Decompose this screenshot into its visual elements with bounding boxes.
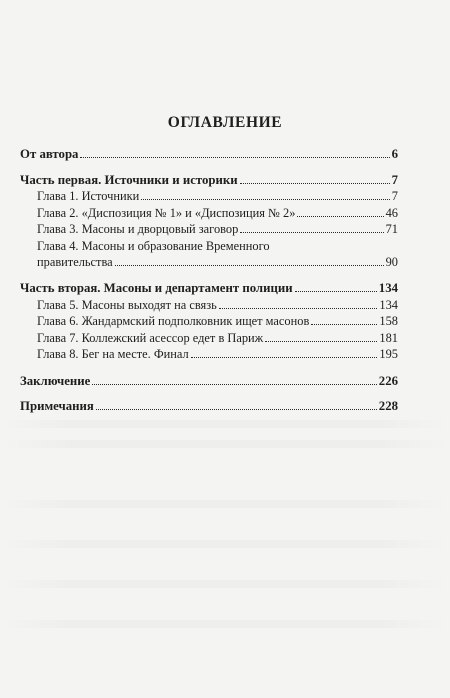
toc-entry-label: Часть первая. Источники и историки (20, 172, 238, 187)
leader-dots (219, 308, 378, 309)
toc-entry-label: От автора (20, 147, 79, 161)
toc-entry-page: 7 (391, 189, 398, 203)
toc-entry-page: 195 (379, 347, 398, 361)
toc-entry-label: Глава 1. Источники (37, 189, 140, 203)
toc-entry-page: 7 (391, 172, 398, 187)
toc-entry-author-note[interactable] (20, 146, 398, 163)
toc-entry-label: Глава 8. Бег на месте. Финал (37, 347, 189, 361)
toc-entry-page: 46 (385, 205, 398, 220)
toc-title: ОГЛАВЛЕНИЕ (167, 114, 283, 131)
leader-dots (265, 341, 377, 342)
toc-entry-page: 134 (378, 281, 398, 295)
toc-entry-chapter-5[interactable] (20, 297, 398, 314)
show-through-line (0, 440, 450, 448)
leader-dots (115, 265, 384, 266)
toc-entry-chapter-3[interactable] (20, 221, 398, 238)
leader-dots (141, 199, 389, 200)
toc-entry-notes[interactable] (20, 398, 398, 415)
leader-dots (295, 291, 377, 292)
toc-entry-page: 71 (385, 222, 398, 236)
toc-entry-chapter-1[interactable] (20, 188, 398, 205)
toc-entry-part-one[interactable] (20, 172, 398, 189)
toc-entry-label: Глава 6. Жандармский подполковник ищет масонов (37, 314, 310, 328)
show-through-line (0, 420, 450, 428)
leader-dots (297, 216, 383, 217)
toc-entry-chapter-2[interactable] (20, 205, 398, 222)
show-through-line (0, 540, 450, 548)
toc-entry-conclusion[interactable] (20, 373, 398, 390)
toc-entry-page: 181 (379, 330, 398, 345)
show-through-line (0, 620, 450, 628)
toc-entry-label: Глава 3. Масоны и дворцовый заговор (37, 222, 239, 236)
toc-entry-chapter-6[interactable] (20, 313, 398, 330)
toc-entry-label: Глава 7. Коллежский асессор едет в Париж (37, 330, 264, 345)
leader-dots (240, 232, 383, 233)
toc-entry-label: Глава 5. Масоны выходят на связь (37, 297, 217, 312)
toc-entry-chapter-4-continued[interactable] (20, 254, 398, 270)
toc-entry-label: Глава 2. «Диспозиция № 1» и «Диспозиция № 2» (37, 205, 296, 220)
table-of-contents (20, 146, 398, 415)
toc-entry-label: Глава 4. Масоны и образование Временного (37, 238, 270, 253)
leader-dots (311, 324, 377, 325)
toc-entry-page: 134 (379, 297, 398, 312)
toc-entry-chapter-4[interactable] (20, 238, 398, 255)
leader-dots (96, 409, 377, 410)
toc-entry-page: 226 (378, 373, 398, 388)
show-through-line (0, 580, 450, 588)
toc-entry-chapter-8[interactable] (20, 346, 398, 363)
toc-entry-label: Заключение (20, 373, 91, 388)
show-through-line (0, 500, 450, 508)
leader-dots (191, 357, 378, 358)
leader-dots (80, 157, 389, 158)
toc-entry-label-continued: правительства (37, 255, 113, 269)
toc-entry-page: 158 (379, 314, 398, 328)
toc-entry-part-two[interactable] (20, 280, 398, 297)
toc-entry-label: Часть вторая. Масоны и департамент полиции (20, 281, 293, 295)
leader-dots (92, 384, 376, 385)
toc-entry-page: 6 (391, 147, 398, 161)
leader-dots (240, 183, 390, 184)
toc-entry-page: 228 (378, 399, 398, 413)
toc-entry-label: Примечания (20, 399, 94, 413)
toc-entry-page: 90 (385, 255, 398, 269)
toc-entry-chapter-7[interactable] (20, 330, 398, 347)
